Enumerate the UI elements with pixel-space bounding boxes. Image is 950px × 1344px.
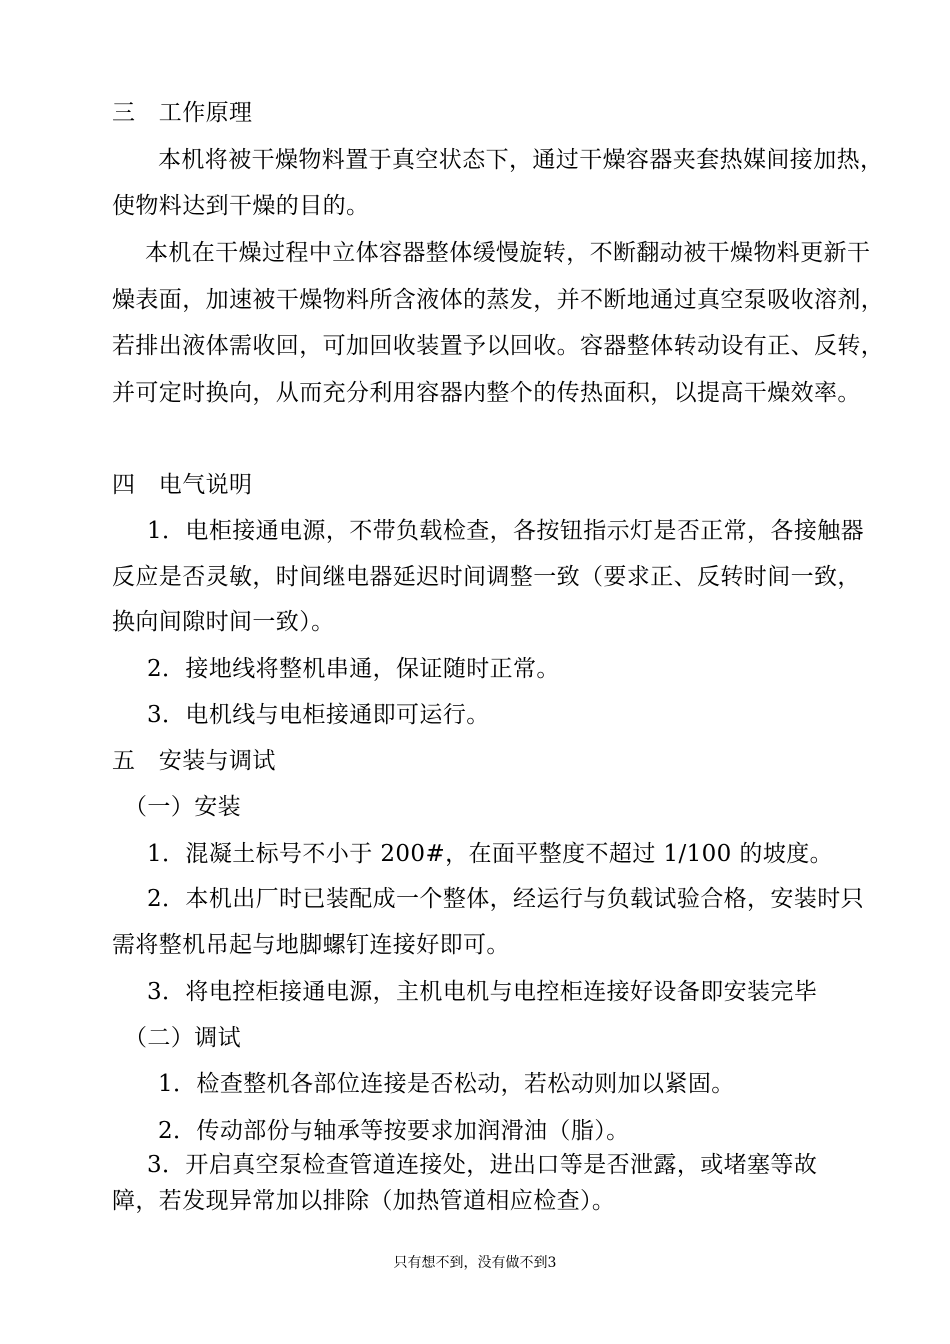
list-item: 1．检查整机各部位连接是否松动，若松动则加以紧固。 <box>158 1071 735 1097</box>
list-item-line: 需将整机吊起与地脚螺钉连接好即可。 <box>112 932 510 958</box>
list-item: 3．将电控柜接通电源，主机电机与电控柜连接好设备即安装完毕 <box>147 979 818 1005</box>
paragraph-line: 并可定时换向，从而充分利用容器内整个的传热面积，以提高干燥效率。 <box>112 380 861 406</box>
list-item-line: 3．开启真空泵检查管道连接处，进出口等是否泄露，或堵塞等故 <box>147 1152 818 1178</box>
paragraph-line: 燥表面，加速被干燥物料所含液体的蒸发，并不断地通过真空泵吸收溶剂， <box>112 287 885 313</box>
section-heading-working-principle: 三 工作原理 <box>112 100 253 126</box>
page-footer: 只有想不到，没有做不到3 <box>393 1255 557 1271</box>
list-item: 1．混凝土标号不小于 200#，在面平整度不超过 1/100 的坡度。 <box>147 841 834 867</box>
list-item: 2．接地线将整机串通，保证随时正常。 <box>147 656 560 682</box>
subsection-heading-debug: （二）调试 <box>124 1025 241 1051</box>
list-item-line: 障，若发现异常加以排除（加热管道相应检查）。 <box>112 1188 616 1214</box>
list-item-line: 反应是否灵敏，时间继电器延迟时间调整一致（要求正、反转时间一致， <box>112 564 861 590</box>
list-item: 3．电机线与电柜接通即可运行。 <box>147 702 490 728</box>
list-item-line: 换向间隙时间一致）。 <box>112 609 335 635</box>
list-item-line: 2．本机出厂时已装配成一个整体，经运行与负载试验合格，安装时只 <box>147 886 865 912</box>
paragraph-line: 本机在干燥过程中立体容器整体缓慢旋转，不断翻动被干燥物料更新干 <box>145 240 871 266</box>
subsection-heading-install: （一）安装 <box>124 794 241 820</box>
section-heading-install-debug: 五 安装与调试 <box>112 748 276 774</box>
paragraph-line: 若排出液体需收回，可加回收装置予以回收。容器整体转动设有正、反转， <box>112 333 885 359</box>
list-item: 2．传动部份与轴承等按要求加润滑油（脂）。 <box>158 1118 630 1144</box>
list-item-line: 1．电柜接通电源，不带负载检查，各按钮指示灯是否正常，各接触器 <box>147 518 865 544</box>
section-heading-electrical: 四 电气说明 <box>112 472 253 498</box>
paragraph-line: 使物料达到干燥的目的。 <box>112 193 370 219</box>
paragraph-line: 本机将被干燥物料置于真空状态下，通过干燥容器夹套热媒间接加热， <box>158 147 884 173</box>
